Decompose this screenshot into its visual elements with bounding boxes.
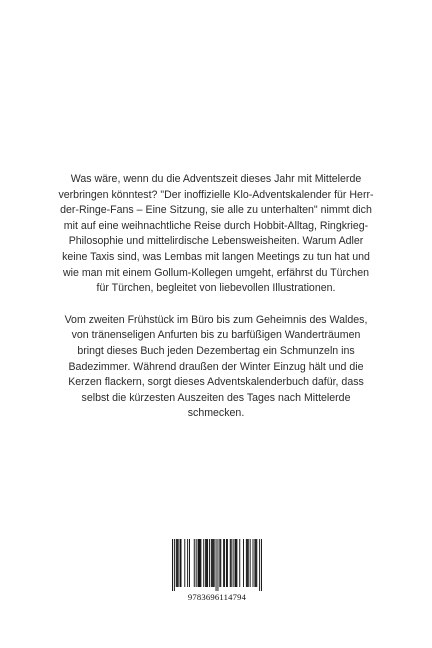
barcode-bar [206,539,207,587]
barcode-bar [213,539,214,587]
barcode-bar [236,539,237,587]
barcode-bar [194,539,195,587]
barcode-bar [231,539,232,587]
barcode-bar [239,539,240,587]
barcode-bar [235,539,236,587]
barcode-bar [184,539,185,587]
barcode-bar [196,539,197,587]
barcode-bar [200,539,201,587]
blurb-paragraph-2: Vom zweiten Frühstück im Büro bis zum Geheimnis des Waldes, von tränenseligen Anfurten bis zu barfüßigen Wanderträumen bringt dieses Buch jeden Dezembertag ein Schmunzeln ins Badezimmer. Während draußen der Winter Einzug hält und die Kerzen flackern, sorgt dieses Adventskalenderbuch dafür, dass selbst die kürzesten Auszeiten des Tages nach Mittelerde schmecken. [64,313,368,420]
barcode-bar [243,539,244,587]
barcode-bar [230,539,231,587]
barcode-bar [189,539,190,587]
barcode-bar [212,539,213,587]
barcode-bar [217,539,218,591]
barcode-bar [223,539,224,587]
barcode-bar [247,539,248,587]
barcode-bar [198,539,199,587]
blurb-text [58,172,374,438]
barcode-bar [227,539,228,587]
barcode-bar [248,539,249,587]
barcode-bar [250,539,251,587]
barcode-bar [178,539,179,587]
barcode-bar [235,539,236,587]
barcode-bar [216,539,217,591]
barcode-bar [256,539,257,587]
barcode-bar [172,539,173,591]
barcode-bar [177,539,178,587]
barcode-bar [255,539,256,587]
barcode-bar [207,539,208,587]
barcode-bar [214,539,215,587]
barcode-bar [224,539,225,587]
barcode-bar [211,539,212,587]
barcode-bar [261,539,262,591]
barcode-bar [259,539,260,591]
barcode-bar [219,539,220,587]
barcode-bar [254,539,255,587]
isbn-number: 9783696114794 [187,592,247,602]
barcode-bar [246,539,247,587]
barcode-bar [226,539,227,587]
barcode-bar [199,539,200,587]
barcode-bar [180,539,181,587]
barcode-bar [205,539,206,587]
barcode-bar [176,539,177,587]
barcode-bar [233,539,234,587]
barcode-bar [209,539,210,587]
barcode-bar [199,539,200,587]
barcode-bar [174,539,175,591]
blurb-paragraph-1: Was wäre, wenn du die Adventszeit dieses Jahr mit Mittelerde verbringen könntest? "Der inoffizielle Klo-Adventskalender für Herr-der-Ringe-Fans – Eine Sitzung, sie alle zu unterhalten" nimmt dich mit auf eine weihnachtliche Reise durch Hobbit-Alltag, Ringkrieg-Philosophie und mittelirdische Lebensweisheiten. Warum Adler keine Taxis sind, was Lembas mit langen Meetings zu tun hat und wie man mit einem Gollum-Kollegen umgeht, erfährst du Türchen für Türchen, begleitet von liebevollen Illustrationen. [58,173,374,295]
barcode-bar [253,539,254,587]
barcode-bar [181,539,182,587]
barcode-icon [172,539,262,591]
isbn-barcode [169,537,265,612]
barcode-bar [187,539,188,587]
barcode-bar [220,539,221,587]
barcode-bar [203,539,204,587]
